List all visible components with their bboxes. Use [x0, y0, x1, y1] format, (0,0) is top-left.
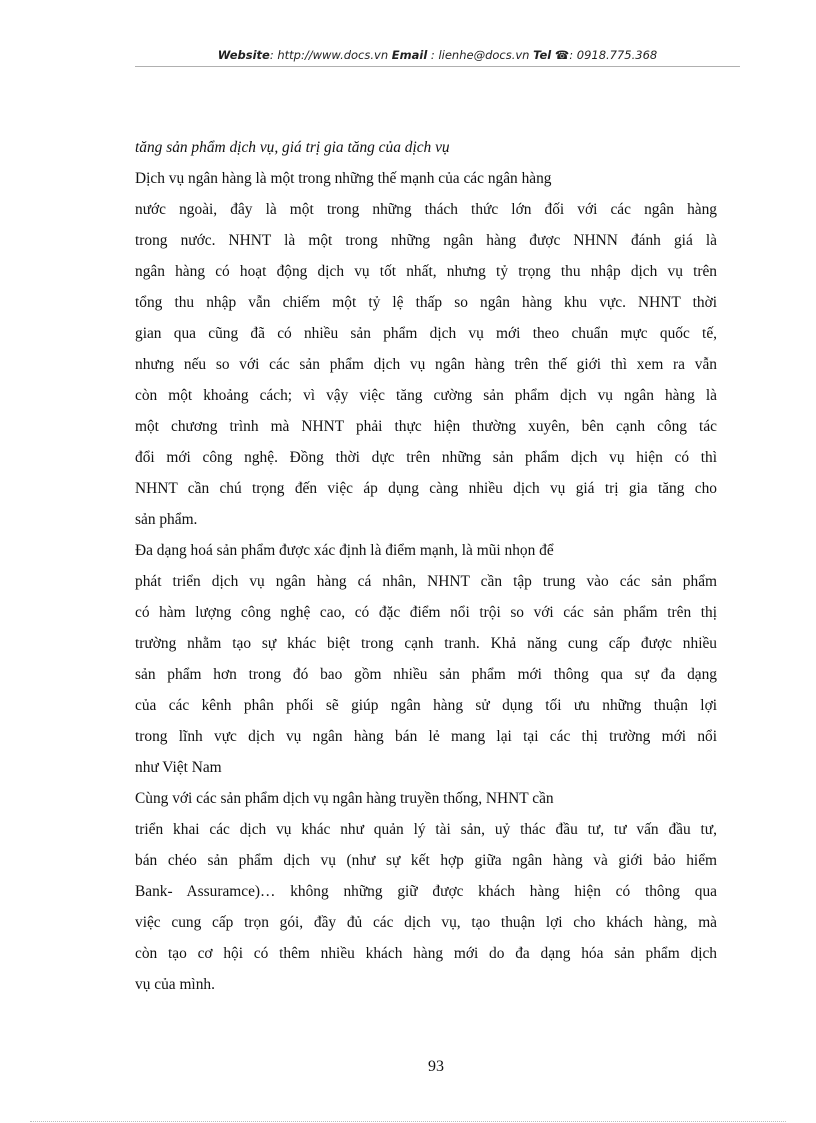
body-line: triển khai các dịch vụ khác như quản lý tài sản, uỷ thác đầu tư, tư vấn đầu tư,	[135, 821, 717, 838]
body-line: còn tạo cơ hội có thêm nhiều khách hàng mới do đa dạng hóa sản phẩm dịch	[135, 945, 717, 962]
section-subtitle: tăng sản phẩm dịch vụ, giá trị gia tăng của dịch vụ	[135, 139, 450, 156]
body-line: như Việt Nam	[135, 759, 222, 776]
body-line: trường nhằm tạo sự khác biệt trong cạnh tranh. Khả năng cung cấp được nhiều	[135, 635, 717, 652]
body-line: sản phẩm hơn trong đó bao gồm nhiều sản phẩm mới thông qua sự đa dạng	[135, 666, 717, 683]
tel-number: : 0918.775.368	[569, 48, 658, 62]
body-line: nước ngoài, đây là một trong những thách thức lớn đối với các ngân hàng	[135, 201, 717, 218]
body-line: Cùng với các sản phẩm dịch vụ ngân hàng truyền thống, NHNT cần	[135, 790, 554, 807]
body-line: của các kênh phân phối sẽ giúp ngân hàng sử dụng tối ưu những thuận lợi	[135, 697, 717, 714]
website-url: : http://www.docs.vn	[269, 48, 392, 62]
document-body	[135, 132, 717, 1000]
body-line: NHNT cần chú trọng đến việc áp dụng càng nhiều dịch vụ giá trị gia tăng cho	[135, 480, 717, 497]
body-line: Đa dạng hoá sản phẩm được xác định là điểm mạnh, là mũi nhọn để	[135, 542, 554, 559]
body-line: sản phẩm.	[135, 511, 198, 528]
body-line: trong nước. NHNT là một trong những ngân hàng được NHNN đánh giá là	[135, 232, 717, 249]
body-line: Bank- Assuramce)… không những giữ được khách hàng hiện có thông qua	[135, 883, 717, 900]
body-line: gian qua cũng đã có nhiều sản phẩm dịch vụ mới theo chuẩn mực quốc tế,	[135, 325, 717, 342]
body-line: đổi mới công nghệ. Đồng thời dực trên những sản phẩm dịch vụ hiện có thì	[135, 449, 717, 466]
body-line: có hàm lượng công nghệ cao, có đặc điểm nổi trội so với các sản phẩm trên thị	[135, 604, 717, 621]
body-line: một chương trình mà NHNT phải thực hiện thường xuyên, bên cạnh công tác	[135, 418, 717, 435]
body-line: ngân hàng có hoạt động dịch vụ tốt nhất, nhưng tỷ trọng thu nhập dịch vụ trên	[135, 263, 717, 280]
body-line: việc cung cấp trọn gói, đầy đủ các dịch vụ, tạo thuận lợi cho khách hàng, mà	[135, 914, 717, 931]
body-line: còn một khoảng cách; vì vậy việc tăng cường sản phẩm dịch vụ ngân hàng là	[135, 387, 717, 404]
body-line: vụ của mình.	[135, 976, 215, 993]
body-line: tổng thu nhập vẫn chiếm một tỷ lệ thấp so ngân hàng khu vực. NHNT thời	[135, 294, 717, 311]
header-divider	[135, 66, 740, 67]
body-line: phát triển dịch vụ ngân hàng cá nhân, NHNT cần tập trung vào các sản phẩm	[135, 573, 717, 590]
email-label: Email	[391, 48, 428, 62]
footer-divider	[30, 1121, 786, 1122]
body-line: nhưng nếu so với các sản phẩm dịch vụ ngân hàng trên thế giới thì xem ra vẫn	[135, 356, 717, 373]
website-label: Website	[217, 48, 270, 62]
body-line: bán chéo sản phẩm dịch vụ (như sự kết hợp giữa ngân hàng và giới bảo hiểm	[135, 852, 717, 869]
page-header	[135, 48, 740, 62]
body-line: trong lĩnh vực dịch vụ ngân hàng bán lẻ mang lại tại các thị trường mới nổi	[135, 728, 717, 745]
phone-icon: ☎	[554, 48, 570, 62]
email-address: : lienhe@docs.vn	[427, 48, 534, 62]
tel-label: Tel	[533, 48, 552, 62]
body-line: Dịch vụ ngân hàng là một trong những thế mạnh của các ngân hàng	[135, 170, 552, 187]
page-number: 93	[428, 1058, 444, 1075]
